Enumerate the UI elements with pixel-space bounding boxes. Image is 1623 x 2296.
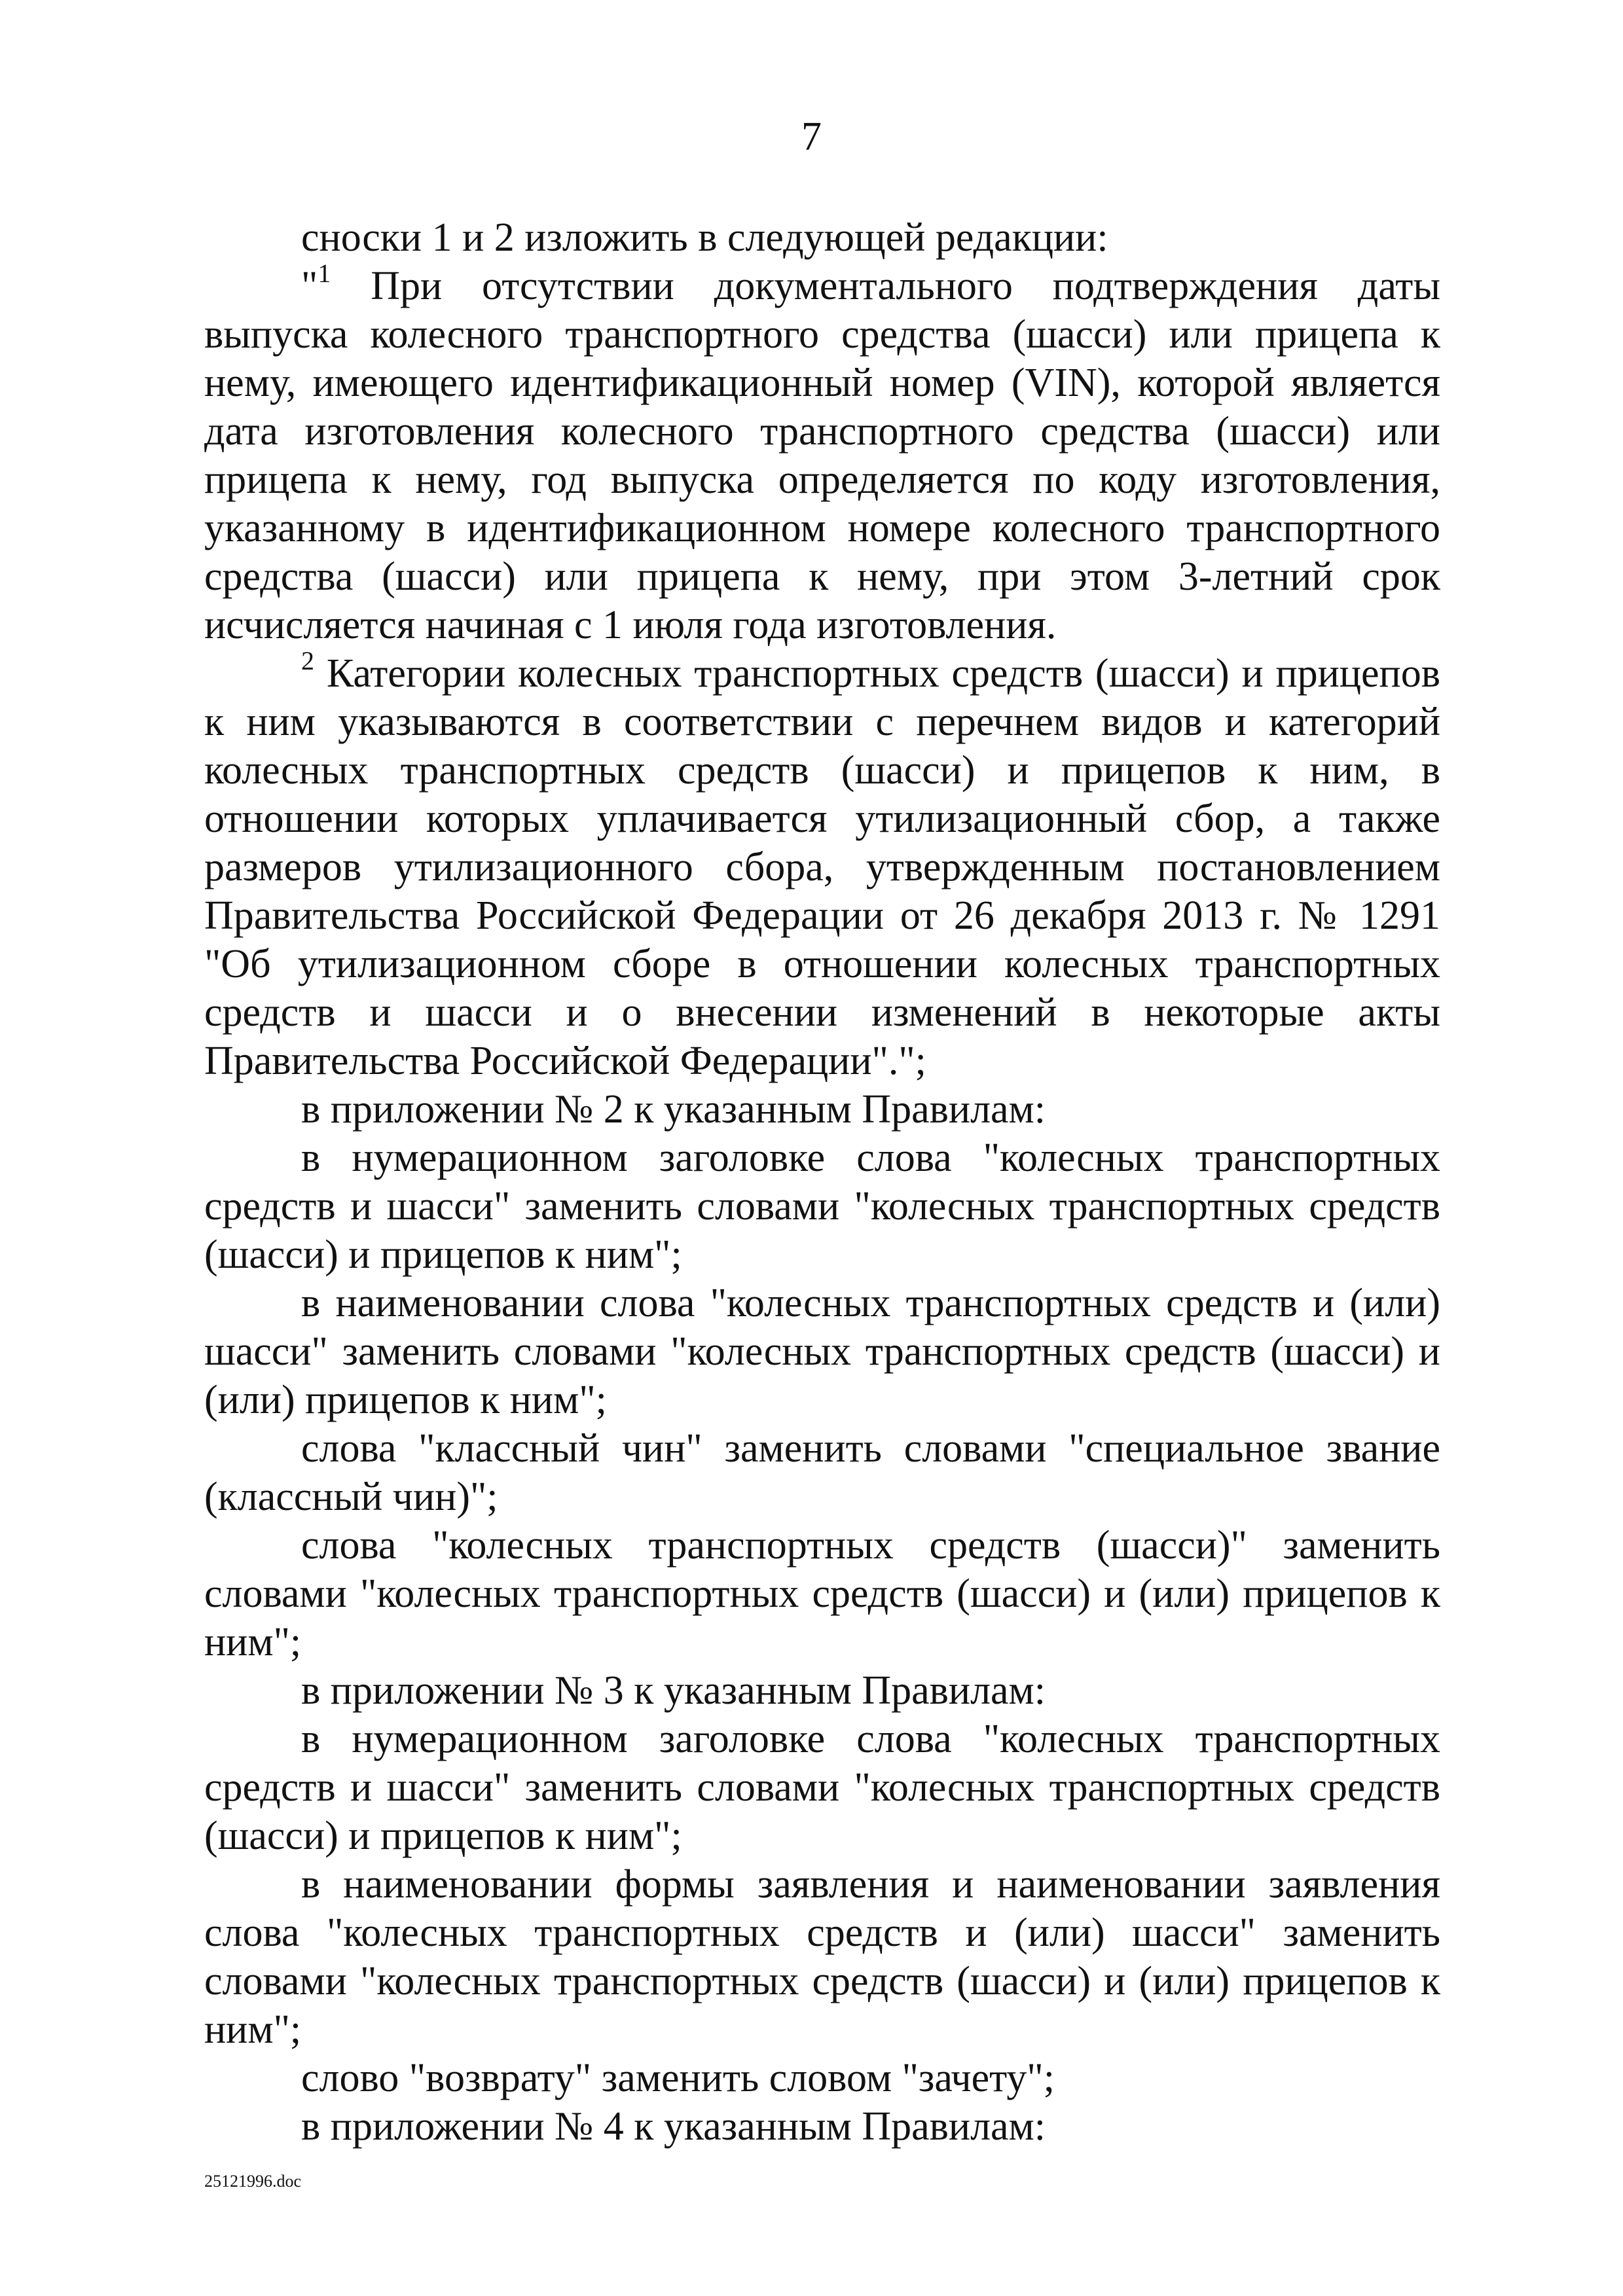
footnote-marker: 1 <box>318 259 331 288</box>
footnote-1: "$^1$ При отсутствии документального подтверждения даты выпуска колесного транспортного средства (шасси) или прицепа к нему, имеющего идентификационный номер (VIN), которой является дата изготовления колесного транспортного средства (шасси) или прицепа к нему, год выпуска определяется по коду изготовления, указанному в идентификационном номере колесного транспортного средства (шасси) или прицепа к нему, при этом 3-летний срок исчисляется начиная с 1 июля года изготовления. <box>204 259 1441 647</box>
footnote-2: $^2$ Категории колесных транспортных средств (шасси) и прицепов к ним указываются в соответствии с перечнем видов и категорий колесных транспортных средств (шасси) и прицепов к ним, в отношении которых уплачивается утилизационный сбор, а также размеров утилизационного сбора, утвержденным постановлением Правительства Российской Федерации от 26 декабря 2013 г. № 1291 "Об утилизационном сборе в отношении колесных транспортных средств и шасси и о внесении изменений в некоторые акты Правительства Российской Федерации"."; <box>204 646 1441 1083</box>
paragraph: слова "колесных транспортных средств (шасси)" заменить словами "колесных транспортных средств (шасси) и (или) прицепов к ним"; <box>204 1523 1440 1664</box>
paragraph: в приложении № 3 к указанным Правилам: <box>301 1668 1046 1713</box>
paragraph: в нумерационном заголовке слова "колесных транспортных средств и шасси" заменить словами "колесных транспортных средств (шасси) и прицепов к ним"; <box>204 1136 1440 1277</box>
footnote-marker: 2 <box>301 646 314 675</box>
paragraph: в приложении № 2 к указанным Правилам: <box>301 1087 1046 1132</box>
paragraph: сноски 1 и 2 изложить в следующей редакции: <box>301 215 1108 260</box>
paragraph: в наименовании формы заявления и наименовании заявления слова "колесных транспортных средств и (или) шасси" заменить словами "колесных транспортных средств (шасси) и (или) прицепов к ним"; <box>204 1862 1440 2052</box>
document-file-name: 25121996.doc <box>204 2172 302 2191</box>
paragraph: в наименовании слова "колесных транспортных средств и (или) шасси" заменить словами "колесных транспортных средств (шасси) и (или) прицепов к ним"; <box>204 1281 1440 1422</box>
page-number: 7 <box>801 115 822 159</box>
paragraph: в нумерационном заголовке слова "колесных транспортных средств и шасси" заменить словами "колесных транспортных средств (шасси) и прицепов к ним"; <box>204 1717 1440 1858</box>
paragraph: слова "классный чин" заменить словами "специальное звание (классный чин)"; <box>204 1426 1440 1519</box>
paragraph: в приложении № 4 к указанным Правилам: <box>301 2104 1046 2149</box>
paragraph: слово "возврату" заменить словом "зачету"; <box>301 2056 1055 2100</box>
document-body <box>204 213 1440 2151</box>
